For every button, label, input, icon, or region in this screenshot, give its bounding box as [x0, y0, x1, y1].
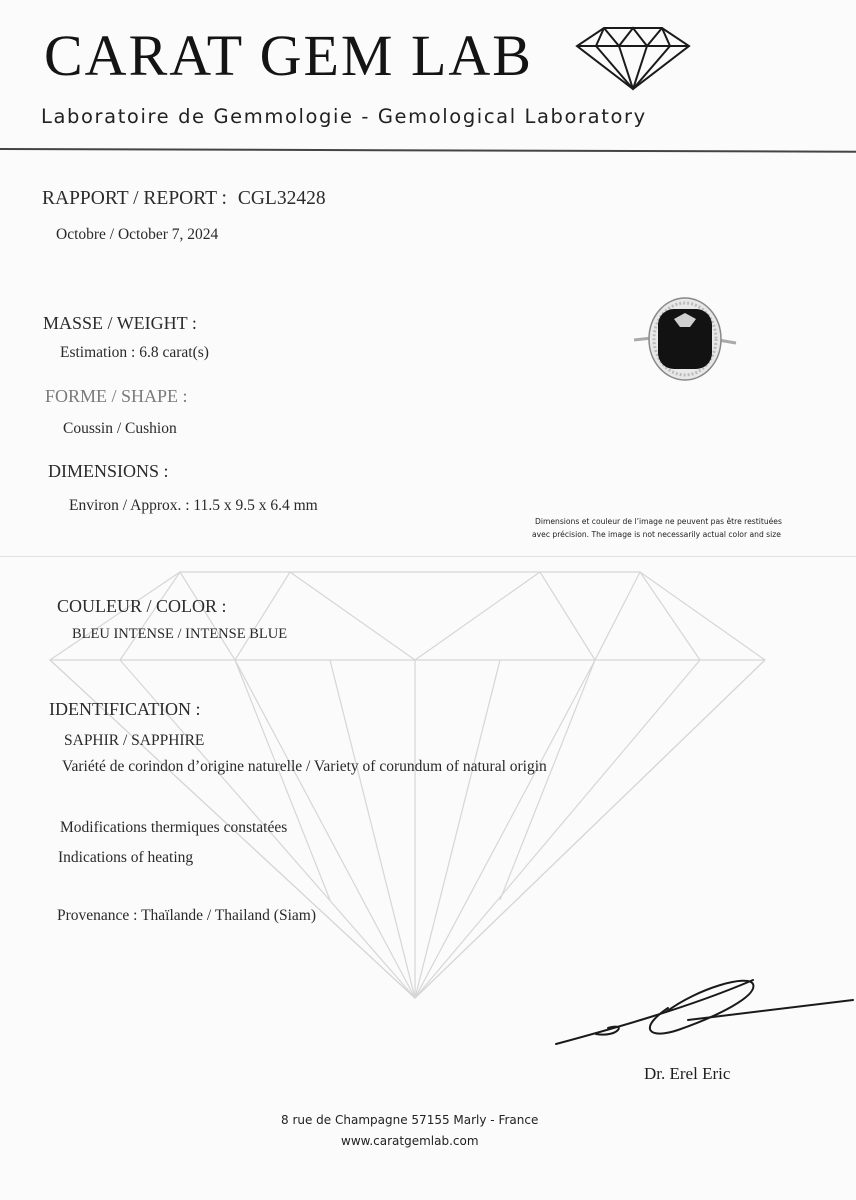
species-value: SAPHIR / SAPPHIRE	[64, 732, 205, 749]
header-divider	[0, 148, 856, 153]
report-label	[42, 188, 326, 210]
footer-address: 8 rue de Champagne 57155 Marly - France	[281, 1113, 539, 1127]
origin-value: Provenance : Thaïlande / Thailand (Siam)	[57, 907, 316, 924]
footer-website[interactable]: www.caratgemlab.com	[341, 1134, 479, 1148]
signatory-name: Dr. Erel Eric	[644, 1064, 731, 1083]
lab-name: CARAT GEM LAB	[44, 23, 533, 88]
image-disclaimer-line2: avec précision. The image is not necessarily actual color and size	[532, 530, 781, 539]
ring-photo	[630, 295, 740, 385]
shape-value: Coussin / Cushion	[63, 420, 177, 437]
treatment-en: Indications of heating	[58, 849, 194, 866]
identification-label: IDENTIFICATION :	[49, 699, 201, 719]
fold-line	[0, 556, 856, 557]
image-disclaimer-line1: Dimensions et couleur de l’image ne peuvent pas être restituées	[535, 517, 782, 526]
color-value: BLEU INTENSE / INTENSE BLUE	[72, 626, 288, 642]
report-number: CGL32428	[237, 188, 326, 209]
report-date: Octobre / October 7, 2024	[56, 226, 219, 243]
dimensions-value: Environ / Approx. : 11.5 x 9.5 x 6.4 mm	[69, 497, 318, 514]
dimensions-label: DIMENSIONS :	[48, 461, 169, 481]
color-label: COULEUR / COLOR :	[57, 596, 227, 616]
weight-label: MASSE / WEIGHT :	[43, 313, 197, 333]
diamond-outline-icon	[574, 24, 692, 92]
report-label-text: RAPPORT / REPORT :	[42, 188, 227, 209]
weight-value: Estimation : 6.8 carat(s)	[60, 344, 209, 361]
shape-label: FORME / SHAPE :	[45, 386, 188, 406]
handwritten-signature	[548, 968, 856, 1058]
variety-value: Variété de corindon d’origine naturelle / Variety of corundum of natural origin	[62, 758, 547, 775]
treatment-fr: Modifications thermiques constatées	[60, 819, 288, 836]
lab-subtitle: Laboratoire de Gemmologie - Gemological Laboratory	[41, 105, 647, 128]
